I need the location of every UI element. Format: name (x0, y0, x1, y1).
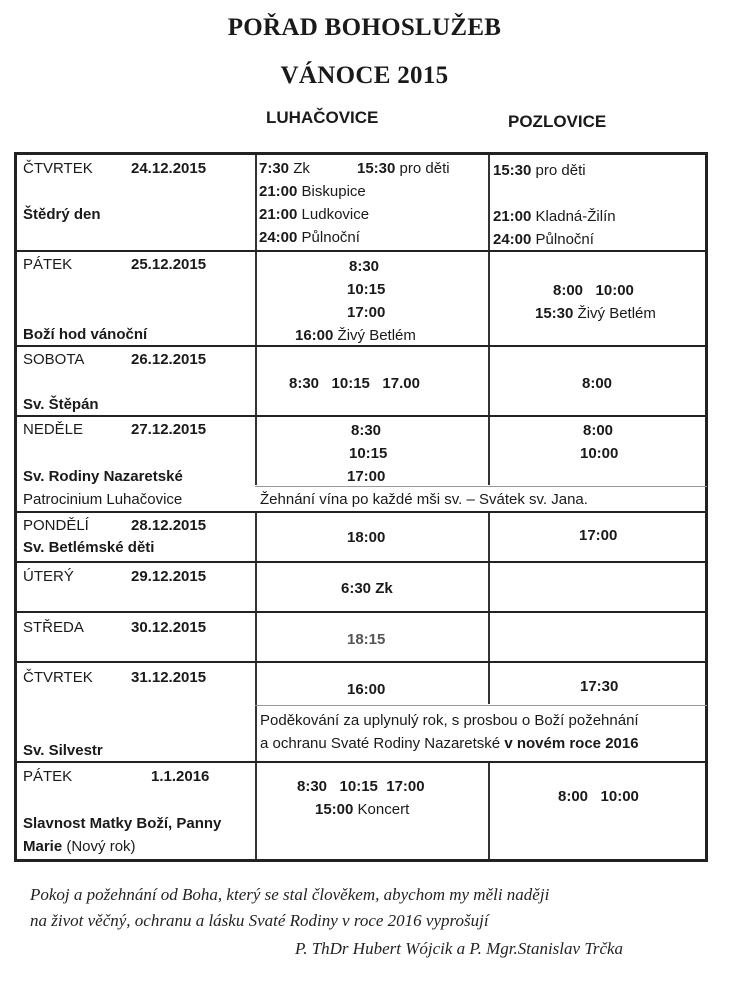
feast-name: Marie (Nový rok) (23, 838, 136, 855)
day-label: PÁTEK (23, 768, 73, 785)
table-row (17, 417, 705, 513)
feast-name: Štědrý den (23, 206, 101, 223)
mass-time: 21:00 Ludkovice (259, 206, 370, 223)
row-note: Žehnání vína po každé mši sv. – Svátek sv. Jana. (260, 491, 588, 508)
date-label: 27.12.2015 (131, 421, 207, 438)
mass-time: 21:00 Biskupice (259, 183, 366, 200)
day-label: PÁTEK (23, 256, 73, 273)
mass-time: 8:30 (351, 422, 382, 439)
mass-time: 10:15 (347, 281, 386, 298)
table-row (17, 155, 705, 252)
mass-time: 15:00 Koncert (315, 801, 410, 818)
mass-time: 17:30 (580, 678, 619, 695)
row-note: Poděkování za uplynulý rok, s prosbou o Boží požehnání (260, 712, 639, 729)
mass-time: 24:00 Půlnoční (493, 231, 594, 248)
mass-time: 15:30 Živý Betlém (535, 305, 656, 322)
table-row (17, 513, 705, 563)
feast-name: Sv. Silvestr (23, 742, 103, 759)
table-row (17, 252, 705, 347)
day-label: NEDĚLE (23, 421, 84, 438)
date-label: 28.12.2015 (131, 517, 207, 534)
mass-time: 17:00 (579, 527, 618, 544)
date-label: 30.12.2015 (131, 619, 207, 636)
table-row (17, 613, 705, 663)
table-row (17, 347, 705, 417)
mass-time: 24:00 Půlnoční (259, 229, 360, 246)
page-subtitle: VÁNOCE 2015 (280, 62, 449, 89)
table-row (17, 563, 705, 613)
mass-time: 7:30 Zk (259, 160, 310, 177)
schedule-table (14, 152, 708, 862)
column-header-pozlovice: POZLOVICE (508, 112, 607, 131)
date-label: 26.12.2015 (131, 351, 207, 368)
table-row (17, 763, 705, 859)
mass-time: 16:00 Živý Betlém (295, 327, 416, 344)
day-label: ČTVRTEK (23, 160, 93, 177)
date-label: 31.12.2015 (131, 669, 207, 686)
mass-time: 8:30 10:15 17.00 (289, 375, 420, 392)
day-label: ÚTERÝ (23, 568, 74, 585)
footer-blessing-line: na život věčný, ochranu a lásku Svaté Rodiny v roce 2016 vyprošují (30, 911, 489, 930)
mass-time: 8:00 (583, 422, 614, 439)
mass-time: 17:00 (347, 468, 386, 485)
mass-time: 10:15 (349, 445, 388, 462)
mass-time: 21:00 Kladná-Žilín (493, 208, 616, 225)
column-header-luhacovice: LUHAČOVICE (266, 108, 379, 127)
feast-subtitle: Patrocinium Luhačovice (23, 491, 183, 508)
mass-time: 8:30 (349, 258, 380, 275)
page-title: POŘAD BOHOSLUŽEB (227, 14, 502, 41)
date-label: 29.12.2015 (131, 568, 207, 585)
mass-time: 15:30 pro děti (493, 162, 586, 179)
mass-time: 16:00 (347, 681, 386, 698)
row-note: a ochranu Svaté Rodiny Nazaretské v novém roce 2016 (260, 735, 639, 752)
mass-time: 10:00 (580, 445, 619, 462)
feast-name: Sv. Betlémské děti (23, 539, 155, 556)
day-label: STŘEDA (23, 619, 84, 636)
table-row (17, 663, 705, 763)
feast-name: Sv. Štěpán (23, 396, 99, 413)
mass-time: 6:30 Zk (341, 580, 393, 597)
footer-signatures: P. ThDr Hubert Wójcik a P. Mgr.Stanislav Trčka (295, 939, 624, 958)
mass-time: 15:30 pro děti (357, 160, 450, 177)
mass-time: 17:00 (347, 304, 386, 321)
mass-time: 18:15 (347, 631, 386, 648)
mass-time: 18:00 (347, 529, 386, 546)
day-label: PONDĚLÍ (23, 517, 89, 534)
mass-time: 8:30 10:15 17:00 (297, 778, 425, 795)
feast-name: Sv. Rodiny Nazaretské (23, 468, 183, 485)
date-label: 1.1.2016 (151, 768, 210, 785)
footer-blessing-line: Pokoj a požehnání od Boha, který se stal člověkem, abychom my měli naději (30, 885, 550, 904)
mass-time: 8:00 10:00 (558, 788, 639, 805)
day-label: ČTVRTEK (23, 669, 93, 686)
date-label: 25.12.2015 (131, 256, 207, 273)
feast-name: Slavnost Matky Boží, Panny (23, 815, 222, 832)
date-label: 24.12.2015 (131, 160, 207, 177)
mass-time: 8:00 10:00 (553, 282, 634, 299)
feast-name: Boží hod vánoční (23, 326, 148, 343)
day-label: SOBOTA (23, 351, 85, 368)
mass-time: 8:00 (582, 375, 613, 392)
